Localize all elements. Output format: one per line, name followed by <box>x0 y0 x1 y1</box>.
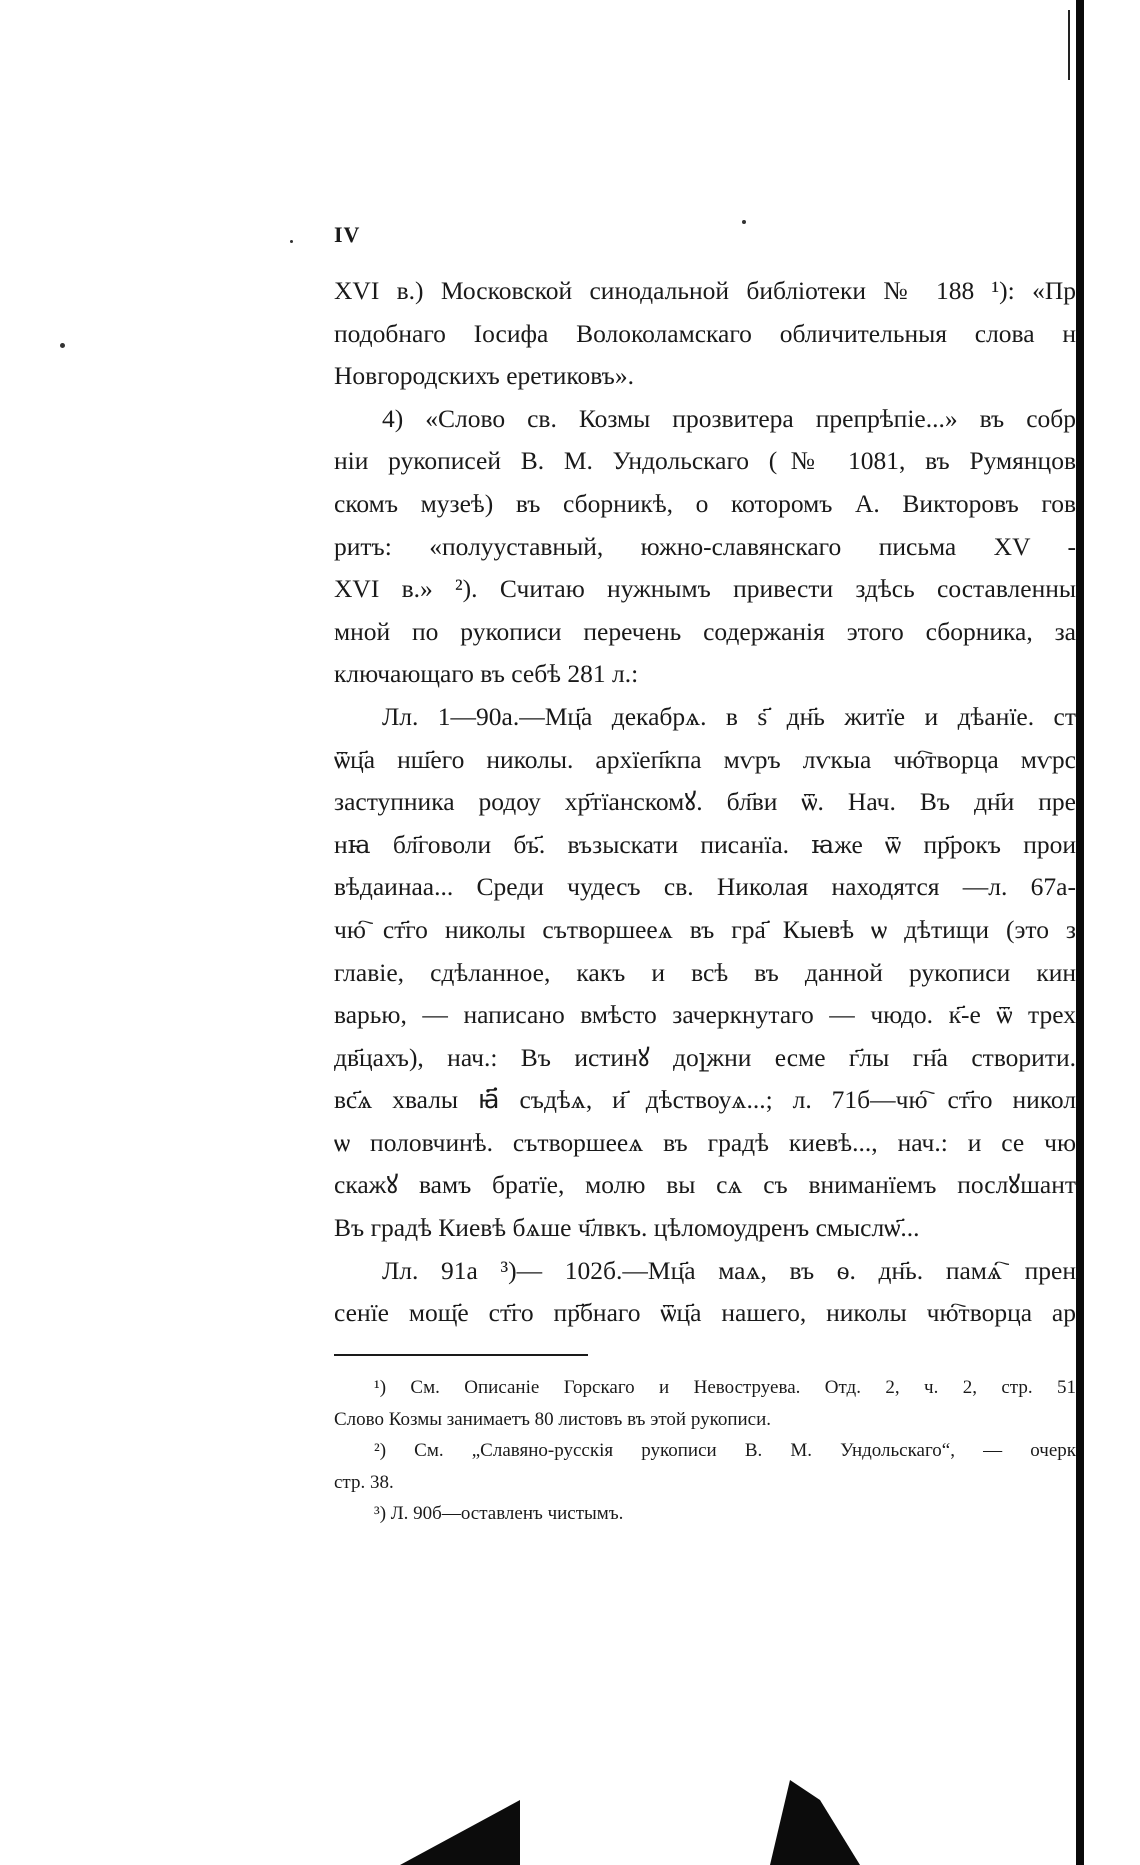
text-line: подобнаго Іосифа Волоколамскаго обличительныя слова н <box>334 318 1076 348</box>
scan-shadow-right <box>770 1780 860 1865</box>
text-line: заступника родоу хр҃тїанскомꙋ. бл҃ви ѿ. Нач. Въ дн҃и пре <box>334 787 1076 817</box>
text-line: вѣдаинаа... Среди чудесъ св. Николая находятся —л. 67а- <box>334 872 1076 902</box>
text-line: нꙗ бл҃говоли бъ҃. възыскати писанїа. ꙗже ѿ пр҃рокъ прои <box>334 829 1076 859</box>
footnote-line: ¹) См. Описаніе Горскаго и Невоструева. Отд. 2, ч. 2, стр. 51 <box>374 1377 1076 1398</box>
text-line: Лл. 1—90а.—Мц҃а декабрѧ. в ѕ҃ дн҃ь житїе и дѣанїе. ст <box>382 701 1076 731</box>
text-line: сенїе мощ҃е ст҃го пр҃бнаго ѿц҃а нашего, николы чю҇творца ар <box>334 1298 1076 1328</box>
text-line: ѡ половчинѣ. сътворшееѧ въ градѣ киевѣ..., нач.: и се чю <box>334 1127 1076 1157</box>
text-line: варью, — написано вмѣсто зачеркнутаго — чюдо. к҃-е ѿ трех <box>334 1000 1076 1030</box>
scan-shadow-left <box>400 1800 520 1865</box>
text-line: ѿц҃а нш҃его николы. архїеп҃кпа мѵръ лѵкыа чю҇творца мѵрс <box>334 744 1076 774</box>
text-line: Новгородскихъ еретиковъ». <box>334 361 634 391</box>
text-line: XVI в.» ²). Считаю нужнымъ привести здѣсь составленны <box>334 574 1076 604</box>
text-line: вс҃ѧ хвалы ꙗ҃ съдѣѧ, и҃ дѣствоуѧ...; л. 71б—чю҇ ст҃го никол <box>334 1085 1076 1115</box>
text-line: нiи рукописей В. М. Ундольскаго (№ 1081, въ Румянцов <box>334 446 1076 476</box>
footnote-line: стр. 38. <box>334 1471 394 1493</box>
text-line: ритъ: «полууставный, южно-славянскаго письма XV - <box>334 531 1076 561</box>
text-line: ключающаго въ себѣ 281 л.: <box>334 659 639 689</box>
text-line: чю҇ ст҃го николы сътворшееѧ въ гра҃ Кыевѣ ѡ дѣтищи (это з <box>334 914 1076 944</box>
text-line: мной по рукописи перечень содержанія этого сборника, за <box>334 616 1076 646</box>
page-number: IV <box>334 222 361 247</box>
text-line: 4) «Слово св. Козмы прозвитера препрѣпіе...» въ собр <box>382 403 1076 433</box>
text-line: скомъ музеѣ) въ сборникѣ, о которомъ А. Викторовъ гов <box>334 488 1076 518</box>
text-line: Въ градѣ Киевѣ бѧше ч҃лвкъ. цѣломоудренъ смыслѡ҃... <box>334 1213 920 1243</box>
text-line: скажꙋ вамъ братїе, молю вы сѧ съ вниманїемъ послꙋшант <box>334 1170 1076 1200</box>
footnote-line: ³) Л. 90б—оставленъ чистымъ. <box>374 1503 624 1524</box>
text-line: Лл. 91а ³)— 102б.—Мц҃а маѧ, въ ѳ. дн҃ь. памѧ҇ прен <box>382 1255 1076 1285</box>
text-line: дв҃цахъ), нач.: Въ истинꙋ доլжни есме г҃лы гн҃а створити. <box>334 1042 1076 1072</box>
footnote-line: Слово Козмы занимаетъ 80 листовъ въ этой рукописи. <box>334 1408 772 1430</box>
text-line: главіе, сдѣланное, какъ и всѣ въ данной рукописи кин <box>334 957 1076 987</box>
footnote-line: ²) См. „Славяно-русскія рукописи В. М. Ундольскаго“, — очерк <box>374 1440 1076 1461</box>
text-line: XVI в.) Московской синодальной библіотеки № 188 ¹): «Пр <box>334 276 1076 305</box>
